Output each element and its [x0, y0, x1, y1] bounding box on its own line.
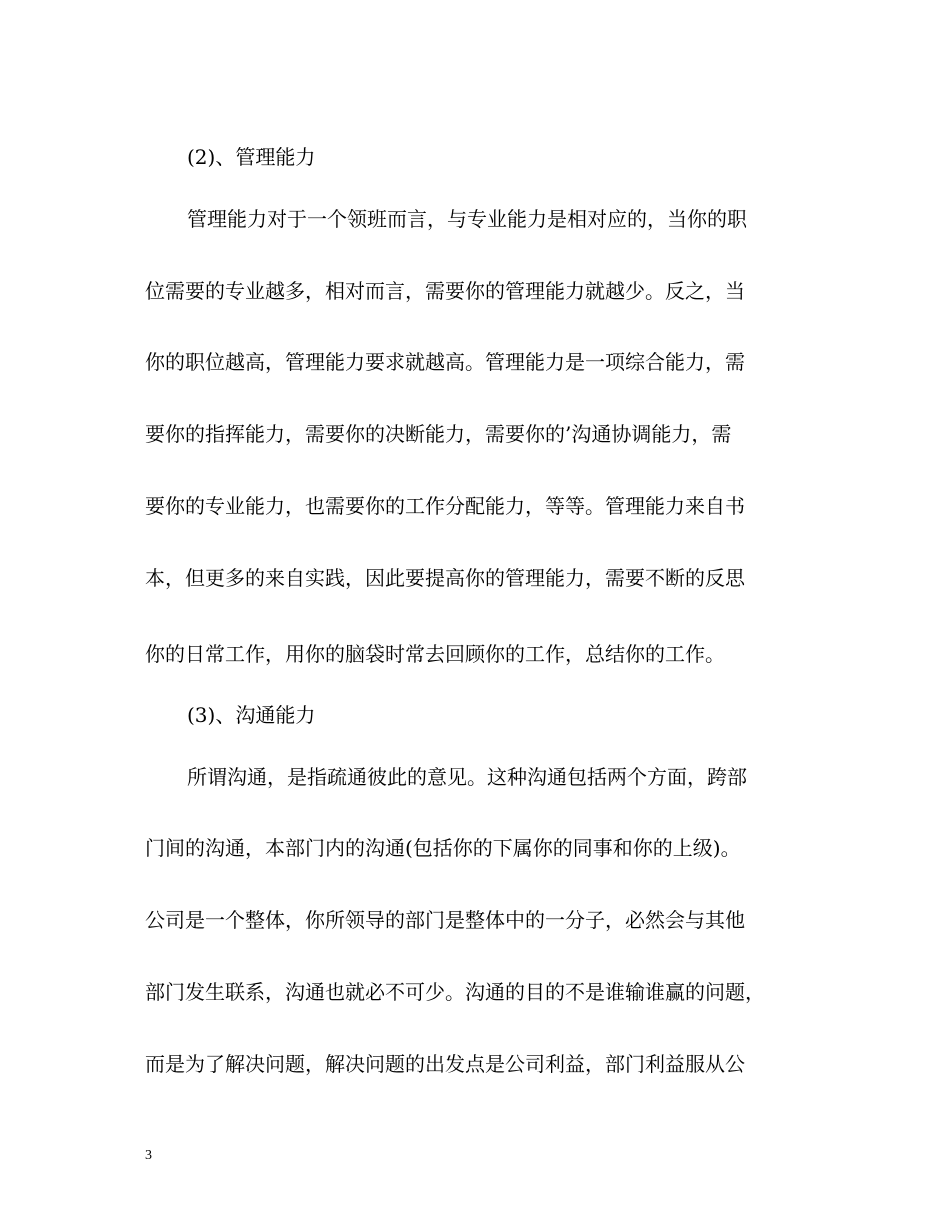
paragraph-line: 你的日常工作，用你的脑袋时常去回顾你的工作，总结你的工作。	[145, 642, 725, 666]
paragraph-line: 所谓沟通，是指疏通彼此的意见。这种沟通包括两个方面，跨部	[187, 765, 747, 789]
paragraph-line: 管理能力对于一个领班而言，与专业能力是相对应的，当你的职	[187, 207, 747, 231]
paragraph-line: 部门发生联系，沟通也就必不可少。沟通的目的不是谁输谁赢的问题，	[145, 980, 765, 1004]
section-heading-communication: (3)、沟通能力	[187, 703, 316, 727]
paragraph-line: 门间的沟通，本部门内的沟通(包括你的下属你的同事和你的上级)。	[145, 836, 741, 860]
paragraph-line: 你的职位越高，管理能力要求就越高。管理能力是一项综合能力，需	[145, 350, 745, 374]
paragraph-line: 要你的指挥能力，需要你的决断能力，需要你的’沟通协调能力，需	[145, 422, 732, 446]
paragraph-line: 公司是一个整体，你所领导的部门是整体中的一分子，必然会与其他	[145, 908, 745, 932]
paragraph-line: 本，但更多的来自实践，因此要提高你的管理能力，需要不断的反思	[145, 566, 745, 590]
paragraph-line: 而是为了解决问题，解决问题的出发点是公司利益，部门利益服从公	[145, 1052, 745, 1076]
paragraph-line: 要你的专业能力，也需要你的工作分配能力，等等。管理能力来自书	[145, 494, 745, 518]
page-number: 3	[145, 1148, 152, 1163]
paragraph-line: 位需要的专业越多，相对而言，需要你的管理能力就越少。反之，当	[145, 279, 745, 303]
section-heading-management: (2)、管理能力	[187, 145, 316, 169]
